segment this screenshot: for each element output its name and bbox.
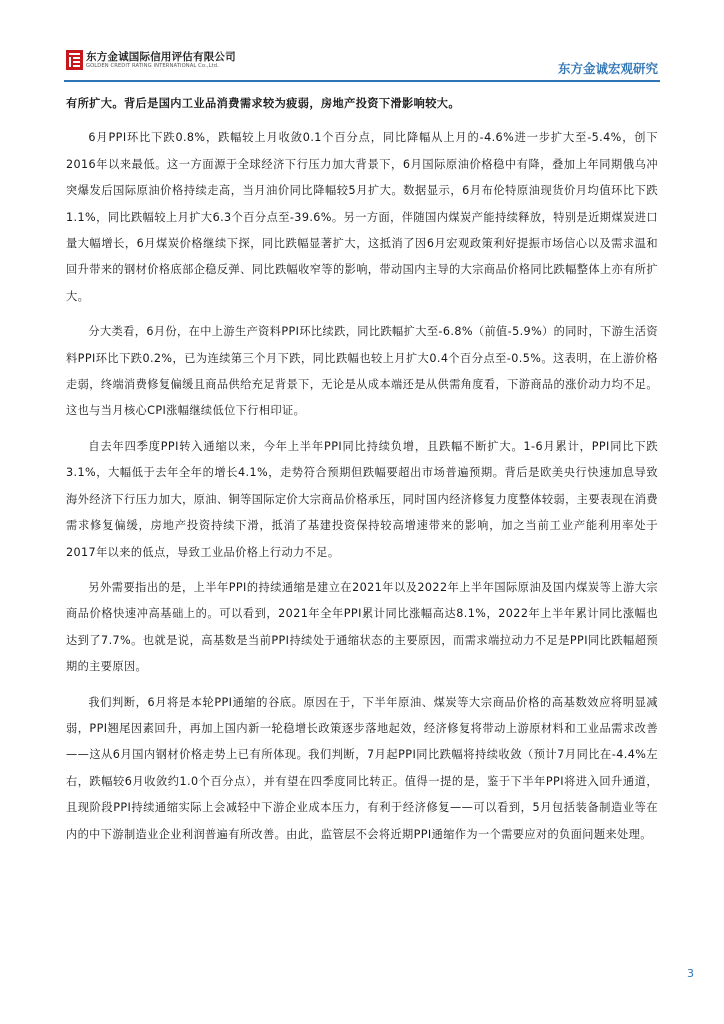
paragraph: 我们判断，6月将是本轮PPI通缩的谷底。原因在于，下半年原油、煤炭等大宗商品价格的高基数效应将明显减弱，PPI翘尾因素回升，再加上国内新一轮稳增长政策逐步落地起效，经济修复将带动上游原材料和工业品需求改善——这从6月国内钢材价格走势上已有所体现。我们判断，7月起PPI同比跌幅将持续收敛（预计7月同比在-4.4%左右，跌幅较6月收敛约1.0个百分点），并有望在四季度同比转正。值得一提的是，鉴于下半年PPI将进入回升通道，且现阶段PPI持续通缩实际上会减轻中下游企业成本压力，有利于经济修复——可以看到，5月包括装备制造业等在内的中下游制造业企业利润普遍有所改善。由此，监管层不会将近期PPI通缩作为一个需要应对的负面问题来处理。	[66, 695, 658, 841]
report-body	[66, 91, 658, 857]
lead-sentence: 有所扩大。背后是国内工业品消费需求较为疲弱，房地产投资下滑影响较大。	[66, 97, 460, 110]
report-series-title: 东方金诚宏观研究	[557, 61, 658, 76]
paragraph: 自去年四季度PPI转入通缩以来，今年上半年PPI同比持续负增，且跌幅不断扩大。1-6月累计，PPI同比下跌3.1%，大幅低于去年全年的增长4.1%，走势符合预期但跌幅要超出市场普遍预期。背后是欧美央行快速加息导致海外经济下行压力加大，原油、铜等国际定价大宗商品价格承压，同时国内经济修复力度整体较弱，主要表现在消费需求修复偏缓，房地产投资持续下滑，抵消了基建投资保持较高增速带来的影响，加之当前工业产能利用率处于2017年以来的低点，导致工业品价格上行动力不足。	[66, 439, 658, 559]
company-logo-icon	[66, 50, 83, 70]
paragraph: 另外需要指出的是，上半年PPI的持续通缩是建立在2021年以及2022年上半年国际原油及国内煤炭等上游大宗商品价格快速冲高基础上的。可以看到，2021年全年PPI累计同比涨幅高达8.1%，2022年上半年累计同比涨幅也达到了7.7%。也就是说，高基数是当前PPI持续处于通缩状态的主要原因，而需求端拉动力不足是PPI同比跌幅超预期的主要原因。	[66, 580, 658, 674]
company-name-cn: 东方金诚国际信用评估有限公司	[86, 51, 236, 63]
page-number: 3	[687, 967, 694, 980]
page-header	[0, 0, 724, 82]
paragraph: 6月PPI环比下跌0.8%，跌幅较上月收敛0.1个百分点，同比降幅从上月的-4.6%进一步扩大至-5.4%，创下2016年以来最低。这一方面源于全球经济下行压力加大背景下，6月国际原油价格稳中有降，叠加上年同期俄乌冲突爆发后国际原油价格持续走高，当月油价同比降幅较5月扩大。数据显示，6月布伦特原油现货价月均值环比下跌1.1%，同比跌幅较上月扩大6.3个百分点至-39.6%。另一方面，伴随国内煤炭产能持续释放，特别是近期煤炭进口量大幅增长，6月煤炭价格继续下探，同比跌幅显著扩大，这抵消了因6月宏观政策利好提振市场信心以及需求温和回升带来的钢材价格底部企稳反弹、同比跌幅收窄等的影响，带动国内主导的大宗商品价格同比跌幅整体上亦有所扩大。	[66, 131, 658, 303]
header-divider	[64, 80, 660, 82]
paragraph: 分大类看，6月份，在中上游生产资料PPI环比续跌，同比跌幅扩大至-6.8%（前值-5.9%）的同时，下游生活资料PPI环比下跌0.2%，已为连续第三个月下跌，同比跌幅也较上月扩大0.4个百分点至-0.5%。这表明，在上游价格走弱，终端消费修复偏缓且商品供给充足背景下，无论是从成本端还是从供需角度看，下游商品的涨价动力均不足。这也与当月核心CPI涨幅继续低位下行相印证。	[66, 325, 658, 418]
company-logo	[66, 48, 266, 78]
company-name-en: GOLDEN CREDIT RATING INTERNATIONAL Co.,Ltd.	[86, 63, 219, 69]
